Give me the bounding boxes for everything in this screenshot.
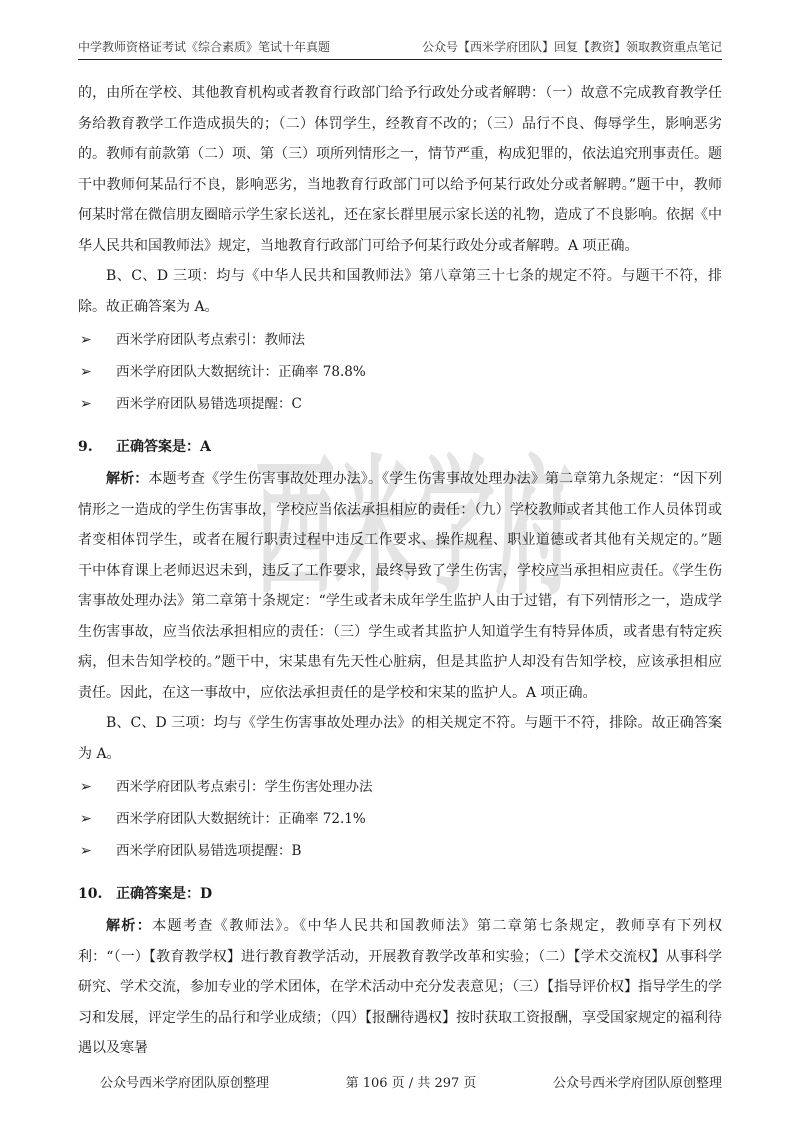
list-item: ➢ 西米学府团队大数据统计：正确率 72.1%: [78, 803, 722, 835]
q10-explanation-label: 解析：: [106, 918, 153, 934]
page-header: [78, 38, 722, 60]
arrow-bullet-icon: ➢: [80, 842, 92, 859]
list-item: ➢ 西米学府团队考点索引：教师法: [78, 324, 722, 356]
document-body: [78, 78, 722, 1064]
arrow-bullet-icon: ➢: [80, 810, 92, 827]
q9-notes: [78, 771, 722, 867]
footer-right: 公众号西米学府团队原创整理: [552, 1076, 722, 1091]
arrow-bullet-icon: ➢: [80, 331, 92, 348]
q9-explanation: 解析：本题考查《学生伤害事故处理办法》。《学生伤害事故处理办法》第二章第九条规定：“因下列情形之一造成的学生伤害事故，学校应当依法承担相应的责任：（九）学校教师或者其他工作人员体罚或者变相体罚学生，或者在履行职责过程中违反工作要求、操作规程、职业道德或者其他有关规定的。”题干中体育课上老师迟迟未到，违反了工作要求，最终导致了学生伤害，学校应当承担相应责任。《学生伤害事故处理办法》第二章第十条规定：“学生或者未成年学生监护人由于过错，有下列情形之一，造成学生伤害事故，应当依法承担相应的责任：（三）学生或者其监护人知道学生有特异体质，或者患有特定疾病，但未告知学校的。”题干中，宋某患有先天性心脏病，但是其监护人却没有告知学校，应该承担相应责任。因此，在这一事故中，应依法承担责任的是学校和宋某的监护人。A 项正确。: [78, 471, 723, 701]
q9-number: 9.: [78, 438, 93, 455]
page-footer: [100, 1072, 722, 1091]
page-number: 第 106 页 / 共 297 页: [345, 1076, 477, 1091]
list-item: ➢ 西米学府团队大数据统计：正确率 78.8%: [78, 356, 722, 388]
list-item: ➢ 西米学府团队考点索引：学生伤害处理办法: [78, 771, 722, 803]
header-left-title: 中学教师资格证考试《综合素质》笔试十年真题: [78, 40, 331, 54]
q10-number: 10.: [78, 885, 103, 902]
q9-answer-heading: [78, 430, 722, 464]
arrow-bullet-icon: ➢: [80, 395, 92, 412]
q8-explanation-continued: 的，由所在学校、其他教育机构或者教育行政部门给予行政处分或者解聘：（一）故意不完成教育教学任务给教育教学工作造成损失的；（二）体罚学生，经教育不改的；（三）品行不良、侮辱学生，影响恶劣的。教师有前款第（二）项、第（三）项所列情形之一，情节严重，构成犯罪的，依法追究刑事责任。题干中教师何某品行不良，影响恶劣，当地教育行政部门可以给予何某行政处分或者解聘。”题干中，教师何某时常在微信朋友圈暗示学生家长送礼，还在家长群里展示家长送的礼物，造成了不良影响。依据《中华人民共和国教师法》规定，当地教育行政部门可给予何某行政处分或者解聘。A 项正确。: [78, 85, 722, 254]
q9-conclusion: B、C、D 三项：均与《学生伤害事故处理办法》的相关规定不符。与题干不符，排除。故正确答案为 A。: [78, 715, 722, 762]
list-item: ➢ 西米学府团队易错选项提醒：B: [78, 835, 722, 867]
footer-left: 公众号西米学府团队原创整理: [100, 1076, 270, 1091]
header-right-promo: 公众号【西米学府团队】回复【教资】领取教资重点笔记: [421, 40, 722, 54]
q9-explanation-label: 解析：: [106, 471, 149, 487]
watermark-text: 西米学府: [255, 442, 575, 616]
arrow-bullet-icon: ➢: [80, 363, 92, 380]
q9-answer: 正确答案是：A: [116, 438, 211, 455]
arrow-bullet-icon: ➢: [80, 778, 92, 795]
q10-explanation: 解析：本题考查《教师法》。《中华人民共和国教师法》第二章第七条规定，教师享有下列权利：“（一）【教育教学权】进行教育教学活动，开展教育教学改革和实验；（二）【学术交流权】从事科学研究、学术交流，参加专业的学术团体，在学术活动中充分发表意见；（三）【指导评价权】指导学生的学习和发展，评定学生的品行和学业成绩；（四）【报酬待遇权】按时获取工资报酬，享受国家规定的福利待遇以及寒暑: [78, 918, 723, 1056]
list-item: ➢ 西米学府团队易错选项提醒：C: [78, 388, 722, 420]
q8-conclusion: B、C、D 三项：均与《中华人民共和国教师法》第八章第三十七条的规定不符。与题干不符，排除。故正确答案为 A。: [78, 268, 722, 315]
q8-notes: [78, 324, 722, 420]
q10-answer-heading: [78, 877, 722, 911]
q10-answer: 正确答案是：D: [116, 885, 213, 902]
